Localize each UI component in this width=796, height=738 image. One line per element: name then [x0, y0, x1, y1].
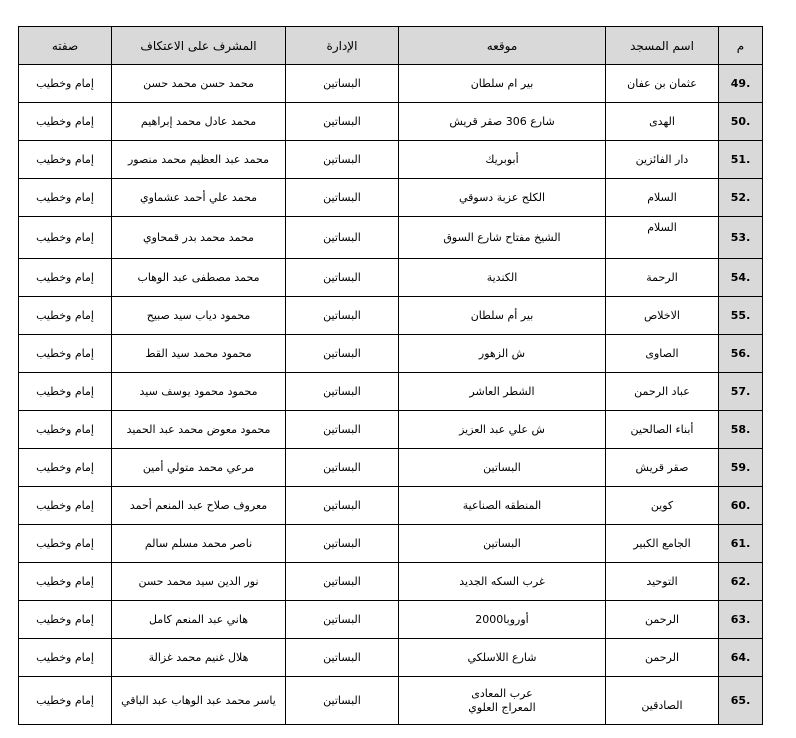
row-number: .49 [719, 65, 763, 103]
mosque-location: ش الزهور [399, 335, 606, 373]
supervisor-name: معروف صلاح عبد المنعم أحمد [112, 487, 286, 525]
administration: البساتين [286, 449, 399, 487]
administration: البساتين [286, 373, 399, 411]
supervisor-role: إمام وخطيب [19, 677, 112, 725]
administration: البساتين [286, 259, 399, 297]
supervisor-role: إمام وخطيب [19, 103, 112, 141]
supervisor-name: هاني عبد المنعم كامل [112, 601, 286, 639]
mosque-location-line: المعراج العلوي [468, 700, 536, 714]
mosque-location: الكندية [399, 259, 606, 297]
administration: البساتين [286, 297, 399, 335]
table-row [19, 103, 763, 141]
mosque-itikaf-table [18, 26, 763, 725]
table-row [19, 563, 763, 601]
table-row [19, 449, 763, 487]
administration: البساتين [286, 103, 399, 141]
mosque-name: عباد الرحمن [606, 373, 719, 411]
mosque-name: دار الفائزين [606, 141, 719, 179]
row-number: .63 [719, 601, 763, 639]
supervisor-role: إمام وخطيب [19, 179, 112, 217]
supervisor-name: محمود دياب سيد صبيح [112, 297, 286, 335]
mosque-name: أبناء الصالحين [606, 411, 719, 449]
supervisor-role: إمام وخطيب [19, 141, 112, 179]
administration: البساتين [286, 525, 399, 563]
supervisor-role: إمام وخطيب [19, 487, 112, 525]
mosque-name: الجامع الكبير [606, 525, 719, 563]
mosque-location: البساتين [399, 449, 606, 487]
mosque-location [399, 677, 606, 725]
row-number: .61 [719, 525, 763, 563]
mosque-name: السلام [606, 217, 719, 259]
supervisor-role: إمام وخطيب [19, 411, 112, 449]
supervisor-role: إمام وخطيب [19, 259, 112, 297]
table-row [19, 65, 763, 103]
row-number: .59 [719, 449, 763, 487]
administration: البساتين [286, 335, 399, 373]
mosque-location: الكلح عزبة دسوقي [399, 179, 606, 217]
table-row [19, 601, 763, 639]
mosque-name: الرحمة [606, 259, 719, 297]
row-number: .60 [719, 487, 763, 525]
supervisor-name: محمد عادل محمد إبراهيم [112, 103, 286, 141]
administration: البساتين [286, 563, 399, 601]
row-number: .58 [719, 411, 763, 449]
header-supervisor: المشرف على الاعتكاف [112, 27, 286, 65]
mosque-name: التوحيد [606, 563, 719, 601]
administration: البساتين [286, 487, 399, 525]
supervisor-name: محمد مصطفى عبد الوهاب [112, 259, 286, 297]
mosque-location: بير أم سلطان [399, 297, 606, 335]
supervisor-role: إمام وخطيب [19, 563, 112, 601]
supervisor-role: إمام وخطيب [19, 373, 112, 411]
header-num: م [719, 27, 763, 65]
mosque-name: الصادقين [606, 677, 719, 725]
administration: البساتين [286, 141, 399, 179]
administration: البساتين [286, 217, 399, 259]
supervisor-name: مرعي محمد متولي أمين [112, 449, 286, 487]
supervisor-name: محمد علي أحمد عشماوي [112, 179, 286, 217]
supervisor-name: هلال غنيم محمد غزالة [112, 639, 286, 677]
table-row [19, 335, 763, 373]
supervisor-name: محمود محمد سيد القط [112, 335, 286, 373]
table-row [19, 297, 763, 335]
mosque-name: كوين [606, 487, 719, 525]
supervisor-role: إمام وخطيب [19, 297, 112, 335]
supervisor-role: إمام وخطيب [19, 601, 112, 639]
table-row [19, 179, 763, 217]
header-mosque-name: اسم المسجد [606, 27, 719, 65]
table-body [19, 65, 763, 725]
supervisor-name: محمود محمود يوسف سيد [112, 373, 286, 411]
supervisor-role: إمام وخطيب [19, 217, 112, 259]
row-number: .52 [719, 179, 763, 217]
supervisor-name: ناصر محمد مسلم سالم [112, 525, 286, 563]
table-row [19, 411, 763, 449]
mosque-location: شارع 306 صقر قريش [399, 103, 606, 141]
row-number: .54 [719, 259, 763, 297]
document-page [18, 26, 763, 725]
mosque-name: صقر قريش [606, 449, 719, 487]
mosque-name: الاخلاص [606, 297, 719, 335]
supervisor-role: إمام وخطيب [19, 65, 112, 103]
mosque-name: عثمان بن عفان [606, 65, 719, 103]
supervisor-name: محمود معوض محمد عبد الحميد [112, 411, 286, 449]
supervisor-name: محمد محمد بدر قمحاوي [112, 217, 286, 259]
table-row [19, 677, 763, 725]
mosque-location: أوروبا2000 [399, 601, 606, 639]
administration: البساتين [286, 677, 399, 725]
supervisor-role: إمام وخطيب [19, 639, 112, 677]
supervisor-name: محمد عبد العظيم محمد منصور [112, 141, 286, 179]
supervisor-role: إمام وخطيب [19, 335, 112, 373]
row-number: .62 [719, 563, 763, 601]
row-number: .65 [719, 677, 763, 725]
mosque-location: المنطقه الصناعية [399, 487, 606, 525]
mosque-location: الشطر العاشر [399, 373, 606, 411]
supervisor-name: ياسر محمد عبد الوهاب عبد الباقي [112, 677, 286, 725]
table-row [19, 259, 763, 297]
supervisor-role: إمام وخطيب [19, 449, 112, 487]
mosque-location: غرب السكه الجديد [399, 563, 606, 601]
table-row [19, 217, 763, 259]
mosque-location: البساتين [399, 525, 606, 563]
row-number: .56 [719, 335, 763, 373]
table-header [19, 27, 763, 65]
row-number: .53 [719, 217, 763, 259]
row-number: .50 [719, 103, 763, 141]
row-number: .64 [719, 639, 763, 677]
mosque-name: الهدى [606, 103, 719, 141]
supervisor-role: إمام وخطيب [19, 525, 112, 563]
mosque-location-line: عرب المعادى [471, 686, 533, 700]
administration: البساتين [286, 601, 399, 639]
table-row [19, 639, 763, 677]
row-number: .55 [719, 297, 763, 335]
row-number: .57 [719, 373, 763, 411]
mosque-location: بير ام سلطان [399, 65, 606, 103]
header-location: موقعه [399, 27, 606, 65]
mosque-name: الرحمن [606, 601, 719, 639]
header-administration: الإدارة [286, 27, 399, 65]
table-row [19, 373, 763, 411]
mosque-location: الشيخ مفتاح شارع السوق [399, 217, 606, 259]
mosque-name: السلام [606, 179, 719, 217]
row-number: .51 [719, 141, 763, 179]
mosque-location: أبوبريك [399, 141, 606, 179]
administration: البساتين [286, 179, 399, 217]
mosque-location: ش علي عبد العزيز [399, 411, 606, 449]
mosque-name: الصاوى [606, 335, 719, 373]
administration: البساتين [286, 639, 399, 677]
administration: البساتين [286, 65, 399, 103]
table-row [19, 141, 763, 179]
table-row [19, 525, 763, 563]
mosque-location: شارع اللاسلكي [399, 639, 606, 677]
administration: البساتين [286, 411, 399, 449]
supervisor-name: محمد حسن محمد حسن [112, 65, 286, 103]
mosque-name: الرحمن [606, 639, 719, 677]
table-row [19, 487, 763, 525]
header-role: صفته [19, 27, 112, 65]
supervisor-name: نور الدين سيد محمد حسن [112, 563, 286, 601]
